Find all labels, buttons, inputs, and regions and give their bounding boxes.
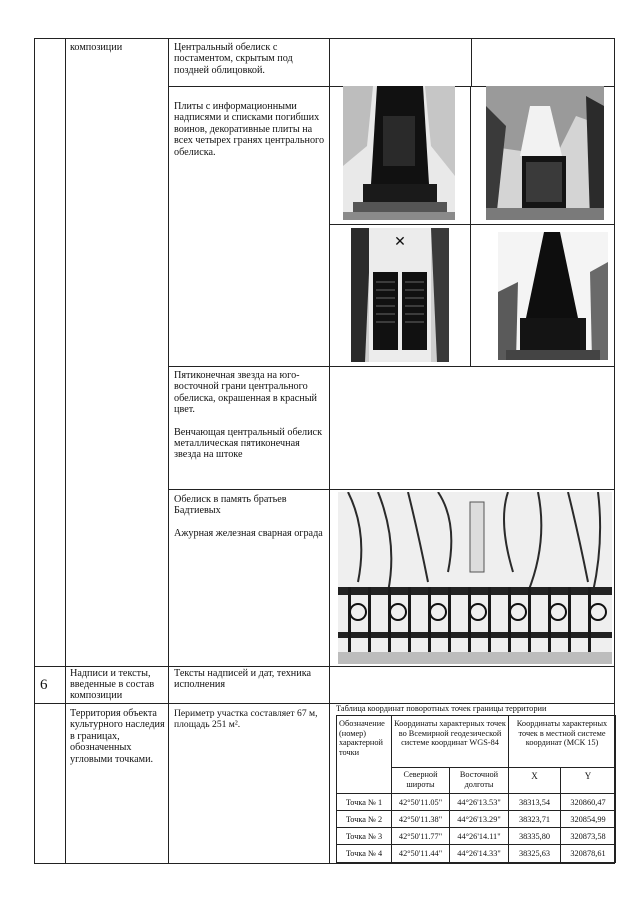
grid-line bbox=[168, 366, 615, 367]
point-y bbox=[561, 849, 615, 859]
coord-grid-line bbox=[336, 793, 616, 794]
obelisk-photo-fenced-image bbox=[486, 86, 604, 220]
composition-label bbox=[70, 42, 166, 53]
inscriptions-label bbox=[70, 668, 166, 701]
header-designation-text: Обозначение (номер) характерной точки bbox=[339, 719, 385, 757]
point-name-text: Точка № 1 bbox=[345, 798, 383, 807]
inscriptions-label-text: Надписи и тексты, введенные в состав композиции bbox=[70, 668, 155, 701]
point-name-text: Точка № 4 bbox=[345, 849, 383, 858]
point-north bbox=[392, 832, 449, 842]
crowning-star-text: Венчающая центральный обелиск металлическая пятиконечная звезда на штоке bbox=[174, 426, 323, 461]
grid-line bbox=[168, 489, 615, 490]
header-designation bbox=[337, 719, 393, 757]
header-east-text: Восточной долготы bbox=[459, 770, 499, 789]
point-east bbox=[450, 849, 508, 859]
grid-line bbox=[34, 38, 35, 864]
point-east-text: 44°26'14.33" bbox=[457, 849, 501, 858]
point-x bbox=[509, 849, 560, 859]
header-wgs84-text: Координаты характерных точек во Всемирной геодезической системе координат WGS-84 bbox=[394, 719, 506, 748]
coord-grid-line bbox=[336, 862, 616, 863]
brothers-obelisk-text: Обелиск в память братьев Бадтиевых bbox=[174, 494, 287, 517]
point-x bbox=[509, 832, 560, 842]
brothers-obelisk-description bbox=[174, 494, 326, 539]
grid-line bbox=[34, 666, 615, 667]
point-north-text: 42°50'11.77" bbox=[398, 832, 443, 841]
svg-text:✕: ✕ bbox=[394, 235, 406, 250]
header-y bbox=[561, 772, 615, 782]
point-x-text: 38335,80 bbox=[518, 832, 551, 841]
point-east bbox=[450, 815, 508, 825]
composition-label-text: композиции bbox=[70, 42, 123, 53]
grid-line bbox=[471, 38, 472, 86]
point-name bbox=[337, 849, 391, 859]
header-x bbox=[509, 772, 560, 782]
point-x-text: 38325,63 bbox=[518, 849, 551, 858]
inscriptions-description bbox=[174, 668, 326, 691]
coord-grid-line bbox=[615, 715, 616, 862]
point-north-text: 42°50'11.44" bbox=[398, 849, 443, 858]
point-north-text: 42°50'11.38" bbox=[398, 815, 443, 824]
plates-description bbox=[174, 101, 326, 158]
plates-description-text: Плиты с информационными надписями и списками погибших воинов, декоративные плиты на всех четырех гранях центрального обелиска. bbox=[174, 101, 325, 158]
point-name bbox=[337, 798, 391, 808]
obelisk-description bbox=[174, 42, 324, 76]
point-east bbox=[450, 798, 508, 808]
coordinates-table-title-text: Таблица координат поворотных точек границы территории bbox=[336, 704, 547, 713]
point-y-text: 320860,47 bbox=[570, 798, 606, 807]
header-y-text: Y bbox=[584, 771, 592, 781]
row-number-6-text: 6 bbox=[40, 677, 48, 693]
point-name-text: Точка № 2 bbox=[345, 815, 383, 824]
point-north bbox=[392, 849, 449, 859]
coord-grid-line bbox=[336, 715, 616, 716]
territory-label bbox=[70, 708, 166, 765]
territory-label-text: Территория объекта культурного наследия в границах, обозначенных угловыми точками. bbox=[70, 708, 165, 765]
header-msk15 bbox=[510, 719, 614, 748]
point-y bbox=[561, 832, 615, 842]
obelisk-photo-front-image bbox=[343, 86, 455, 220]
star-description-text: Пятиконечная звезда на юго-восточной грани центрального обелиска, окрашенная в красный цвет. bbox=[174, 370, 318, 416]
point-name bbox=[337, 832, 391, 842]
territory-description-text: Периметр участка составляет 67 м, площадь 251 м². bbox=[174, 708, 318, 730]
point-north bbox=[392, 798, 449, 808]
grid-line bbox=[34, 38, 615, 39]
grid-line bbox=[65, 38, 66, 864]
grid-line bbox=[329, 38, 330, 864]
obelisk-photo-front bbox=[343, 86, 455, 220]
grid-line bbox=[168, 38, 169, 864]
inscriptions-description-text: Тексты надписей и дат, техника исполнения bbox=[174, 668, 312, 691]
grid-line bbox=[34, 863, 615, 864]
point-east-text: 44°26'13.53" bbox=[457, 798, 501, 807]
fence-photo-image bbox=[338, 492, 612, 664]
point-north bbox=[392, 815, 449, 825]
point-y-text: 320878,61 bbox=[570, 849, 606, 858]
plaques-photo bbox=[351, 228, 449, 362]
coord-grid-line bbox=[336, 844, 616, 845]
point-east bbox=[450, 832, 508, 842]
point-x bbox=[509, 815, 560, 825]
territory-description bbox=[174, 708, 327, 730]
obelisk-photo-rear bbox=[498, 232, 608, 360]
header-north bbox=[392, 770, 449, 789]
point-x bbox=[509, 798, 560, 808]
header-east bbox=[450, 770, 508, 789]
point-name-text: Точка № 3 bbox=[345, 832, 383, 841]
point-x-text: 38323,71 bbox=[518, 815, 551, 824]
plaques-photo-image bbox=[351, 228, 449, 362]
grid-line bbox=[470, 86, 471, 366]
point-east-text: 44°26'13.29" bbox=[457, 815, 501, 824]
point-y-text: 320873,58 bbox=[570, 832, 606, 841]
fence-text: Ажурная железная сварная ограда bbox=[174, 527, 323, 539]
point-name bbox=[337, 815, 391, 825]
point-x-text: 38313,54 bbox=[518, 798, 551, 807]
obelisk-description-text: Центральный обелиск с постаментом, скрытым под поздней облицовкой. bbox=[174, 42, 293, 76]
point-north-text: 42°50'11.05" bbox=[398, 798, 443, 807]
point-east-text: 44°26'14.11" bbox=[457, 832, 501, 841]
point-y bbox=[561, 798, 615, 808]
fence-photo bbox=[338, 492, 612, 664]
header-msk15-text: Координаты характерных точек в местной системе координат (МСК 15) bbox=[516, 719, 608, 748]
header-x-text: X bbox=[531, 771, 538, 781]
header-wgs84 bbox=[393, 719, 507, 748]
coordinates-table-title bbox=[336, 704, 547, 714]
coord-grid-line bbox=[336, 827, 616, 828]
header-north-text: Северной широты bbox=[403, 770, 438, 789]
point-y-text: 320854,99 bbox=[570, 815, 606, 824]
point-y bbox=[561, 815, 615, 825]
obelisk-photo-rear-image bbox=[498, 232, 608, 360]
row-number-6 bbox=[40, 677, 60, 693]
star-description bbox=[174, 370, 326, 461]
coord-grid-line bbox=[336, 810, 616, 811]
grid-line bbox=[329, 224, 615, 225]
coord-grid-line bbox=[391, 767, 616, 768]
obelisk-photo-fenced bbox=[486, 86, 604, 220]
